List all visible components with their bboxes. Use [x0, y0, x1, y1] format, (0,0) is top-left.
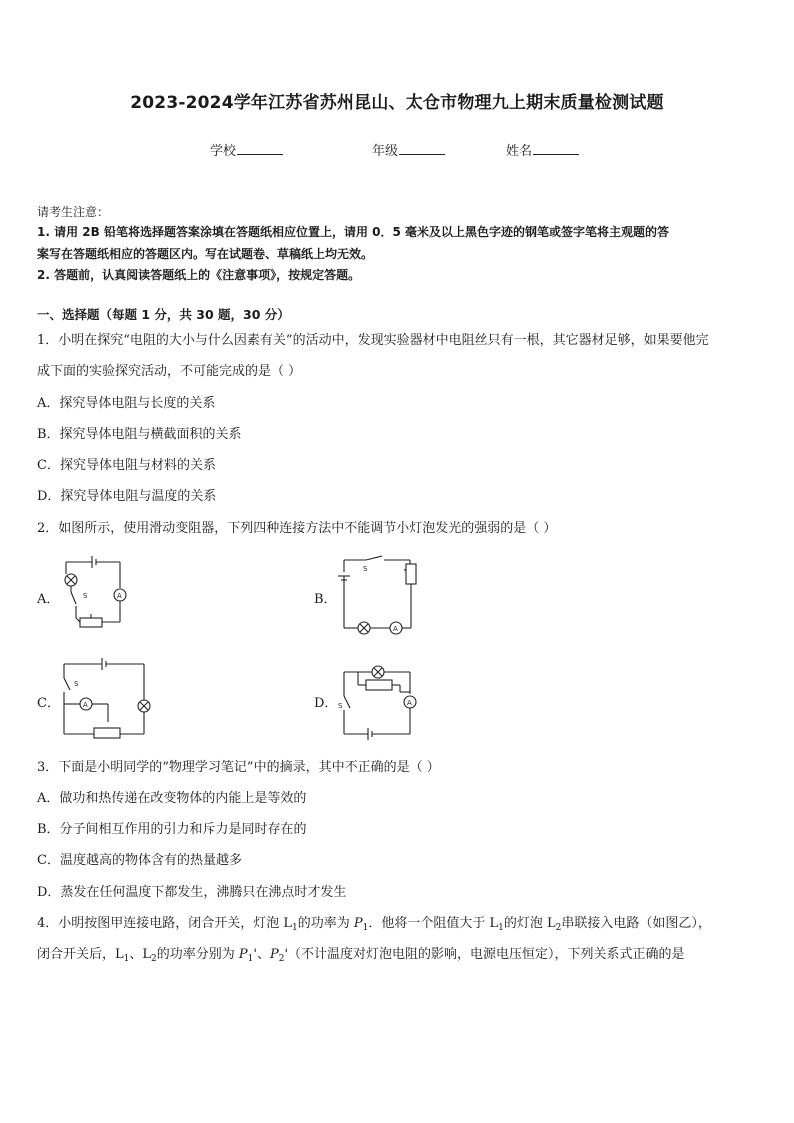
q4-stem-line1: [37, 915, 711, 937]
q4-symbol: P: [353, 916, 363, 931]
circuit-diagram-a: [58, 554, 132, 636]
q4-subscript: 1: [123, 954, 130, 964]
q2-label-d: D．: [314, 696, 338, 711]
q3-option-b: B．分子间相互作用的引力和斥力是同时存在的: [37, 822, 307, 837]
q4-subscript: 2: [555, 923, 562, 933]
ammeter-label-b: A: [393, 625, 398, 633]
ammeter-label-a: A: [117, 592, 122, 600]
rheostat-icon: [94, 728, 120, 738]
q4-text: '、: [253, 947, 270, 962]
ammeter-label-c: A: [83, 701, 88, 709]
q4-text: 4．小明按图甲连接电路，闭合开关，灯泡 L: [37, 916, 293, 931]
q4-symbol: P: [238, 947, 248, 962]
q4-text: 闭合开关后，L: [37, 947, 124, 962]
switch-label-d: S: [338, 702, 343, 710]
notice-item1-line2: 案写在答题纸相应的答题区内。写在试题卷、草稿纸上均无效。: [37, 247, 374, 261]
notice-item1-line1: 1. 请用 2B 铅笔将选择题答案涂填在答题纸相应位置上，请用 0．5 毫米及以上黑色字迹的钢笔或签字笔将主观题的答: [37, 225, 669, 239]
rheostat-icon: [366, 680, 392, 690]
school-field: [210, 140, 283, 159]
q3-option-c: C．温度越高的物体含有的热量越多: [37, 853, 242, 868]
grade-label: 年级: [372, 144, 399, 159]
name-label: 姓名: [506, 144, 533, 159]
q1-option-b: B．探究导体电阻与横截面积的关系: [37, 427, 242, 442]
rheostat-icon: [406, 564, 416, 584]
grade-field: [372, 140, 445, 159]
notice-item2: 2. 答题前，认真阅读答题纸上的《注意事项》，按规定答题。: [37, 268, 361, 282]
q1-option-c: C．探究导体电阻与材料的关系: [37, 458, 216, 473]
q4-subscript: 2: [278, 954, 285, 964]
switch-label-b: S: [363, 565, 368, 573]
q1-stem-line1: 1．小明在探究“电阻的大小与什么因素有关”的活动中，发现实验器材中电阻丝只有一根，其它器材足够，如果要他完: [37, 333, 709, 348]
q4-text: 、L: [129, 947, 152, 962]
circuit-diagram-b: [338, 554, 428, 636]
rheostat-icon: [80, 618, 102, 627]
school-blank: [237, 142, 283, 155]
ammeter-label-d: A: [407, 699, 412, 707]
q3-option-a: A．做功和热传递在改变物体的内能上是等效的: [37, 791, 307, 806]
circuit-diagram-c: [60, 656, 160, 742]
switch-label-c: S: [74, 680, 79, 688]
circuit-diagram-d: [338, 660, 418, 744]
q2-label-b: B．: [314, 592, 337, 607]
q1-option-a: A．探究导体电阻与长度的关系: [37, 396, 216, 411]
q4-stem-line2: [37, 946, 685, 968]
q4-subscript: 1: [292, 923, 298, 933]
q4-subscript: 1: [498, 923, 504, 933]
q3-option-d: D．蒸发在任何温度下都发生，沸腾只在沸点时才发生: [37, 885, 347, 900]
q4-text: 串联接入电路（如图乙），: [561, 916, 711, 931]
section-heading: 一、选择题（每题 1 分，共 30 题，30 分）: [37, 307, 290, 322]
q4-symbol: P: [269, 947, 279, 962]
page-title: 2023-2024学年江苏省苏州昆山、太仓市物理九上期末质量检测试题: [130, 93, 664, 113]
q4-text: ．他将一个阻值大于 L: [368, 916, 499, 931]
q4-text: 的灯泡 L: [503, 916, 556, 931]
notice-heading: 请考生注意：: [37, 205, 110, 219]
school-label: 学校: [210, 144, 237, 159]
q4-text: '（不计温度对灯泡电阻的影响，电源电压恒定），下列关系式正确的是: [284, 947, 685, 962]
q4-subscript: 2: [151, 954, 157, 964]
q2-stem: 2．如图所示，使用滑动变阻器，下列四种连接方法中不能调节小灯泡发光的强弱的是（ ）: [37, 521, 557, 536]
switch-label-a: S: [83, 592, 88, 600]
grade-blank: [399, 142, 445, 155]
name-field: [506, 140, 579, 159]
q4-text: 的功率分别为: [156, 947, 239, 962]
q4-subscript: 1: [362, 923, 369, 933]
q2-label-c: C．: [37, 696, 60, 711]
q2-label-a: A．: [37, 592, 60, 607]
q1-stem-line2: 成下面的实验探究活动，不可能完成的是（ ）: [37, 364, 302, 379]
name-blank: [533, 142, 579, 155]
q4-text: 的功率为: [297, 916, 354, 931]
q4-subscript: 1: [247, 954, 254, 964]
q1-option-d: D．探究导体电阻与温度的关系: [37, 489, 217, 504]
q3-stem: 3．下面是小明同学的“物理学习笔记”中的摘录，其中不正确的是（ ）: [37, 760, 440, 775]
